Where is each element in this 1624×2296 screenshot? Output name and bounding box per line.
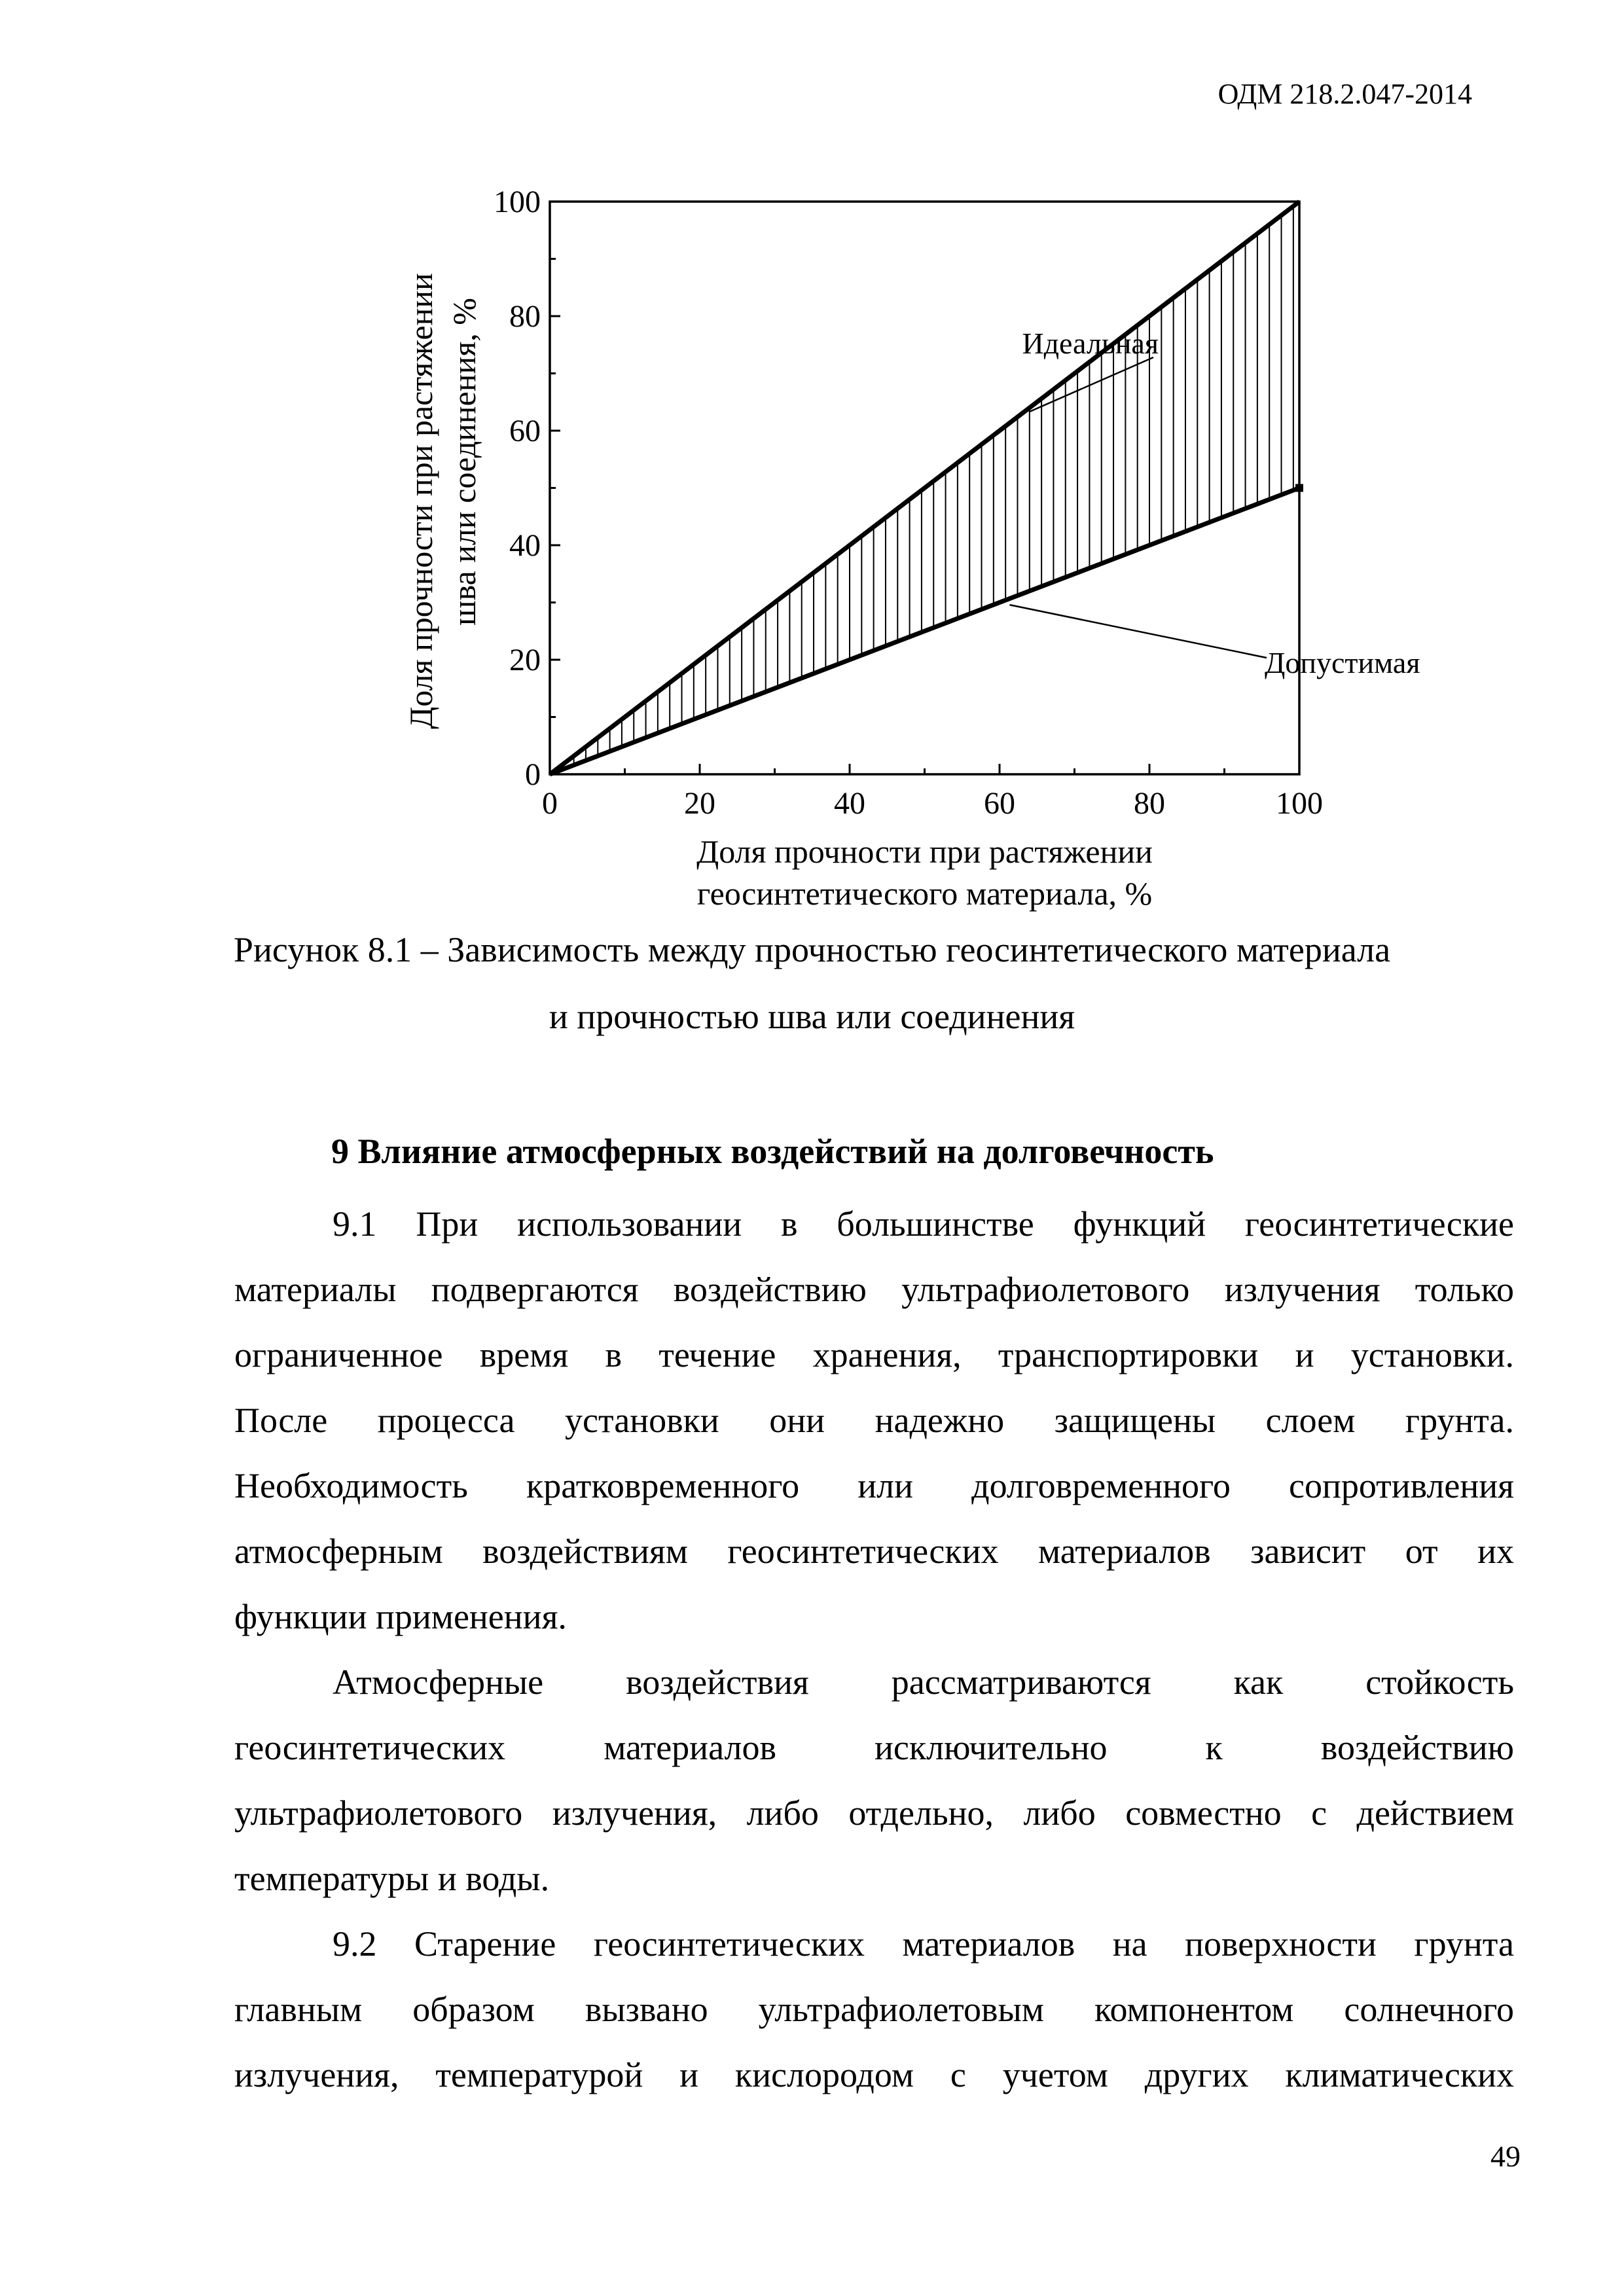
paragraph-line: После процесса установки они надежно защищены слоем грунта. bbox=[234, 1401, 1514, 1440]
paragraph-atmospheric bbox=[234, 1649, 1514, 1911]
document-code: ОДМ 218.2.047-2014 bbox=[1218, 78, 1472, 110]
series-line-allowable bbox=[550, 488, 1299, 775]
y-tick-label: 40 bbox=[509, 528, 541, 563]
x-axis-label-line1: Доля прочности при растяжении bbox=[696, 833, 1153, 870]
paragraph-line: температуры и воды. bbox=[234, 1859, 550, 1898]
x-tick-label: 20 bbox=[684, 786, 715, 821]
paragraph-line: 9.1 При использовании в большинстве функций геосинтетические bbox=[333, 1204, 1514, 1244]
x-tick-label: 100 bbox=[1276, 786, 1323, 821]
paragraph-9-1 bbox=[234, 1191, 1514, 1649]
figure-caption-line1: Рисунок 8.1 – Зависимость между прочностью геосинтетического материала bbox=[233, 930, 1391, 969]
series-end-marker bbox=[1295, 484, 1303, 492]
annotation-arrow-ideal bbox=[1030, 357, 1153, 412]
x-tick-label: 60 bbox=[984, 786, 1015, 821]
x-tick-label: 80 bbox=[1134, 786, 1165, 821]
paragraph-line: Необходимость кратковременного или долговременного сопротивления bbox=[234, 1466, 1514, 1505]
y-tick-label: 60 bbox=[509, 414, 541, 448]
paragraph-line: излучения, температурой и кислородом с учетом других климатических bbox=[234, 2055, 1514, 2094]
y-tick-label: 80 bbox=[509, 299, 541, 334]
series-line-ideal bbox=[550, 202, 1299, 774]
y-tick-label: 20 bbox=[509, 643, 541, 677]
paragraph-9-2 bbox=[234, 1911, 1514, 2108]
paragraph-line: Атмосферные воздействия рассматриваются как стойкость bbox=[333, 1662, 1514, 1702]
paragraph-line: 9.2 Старение геосинтетических материалов на поверхности грунта bbox=[333, 1924, 1514, 1964]
paragraph-line: атмосферным воздействиям геосинтетических материалов зависит от их bbox=[234, 1532, 1514, 1571]
x-axis-label-line2: геосинтетического материала, % bbox=[696, 875, 1153, 912]
annotation-ideal: Идеальная bbox=[1022, 327, 1159, 360]
y-tick-label: 0 bbox=[525, 757, 541, 792]
y-axis-label-line1: Доля прочности при растяжении bbox=[403, 273, 439, 729]
annotation-allowable: Допустимая bbox=[1265, 646, 1420, 679]
x-tick-label: 40 bbox=[834, 786, 865, 821]
y-axis-label-line2: шва или соединения, % bbox=[446, 298, 482, 626]
figure-chart bbox=[367, 177, 1420, 942]
annotation-arrow-allowable bbox=[1009, 605, 1267, 658]
paragraph-line: главным образом вызвано ультрафиолетовым компонентом солнечного bbox=[234, 1990, 1514, 2029]
figure-caption-line2: и прочностью шва или соединения bbox=[549, 997, 1075, 1036]
x-tick-label: 0 bbox=[542, 786, 558, 821]
y-tick-label: 100 bbox=[494, 185, 541, 219]
page-number: 49 bbox=[1490, 2140, 1521, 2173]
paragraph-line: функции применения. bbox=[234, 1597, 567, 1636]
paragraph-line: материалы подвергаются воздействию ультрафиолетового излучения только bbox=[234, 1270, 1514, 1309]
paragraph-line: геосинтетических материалов исключительно к воздействию bbox=[234, 1728, 1514, 1767]
section-heading: 9 Влияние атмосферных воздействий на долговечность bbox=[331, 1132, 1214, 1171]
paragraph-line: ограниченное время в течение хранения, транспортировки и установки. bbox=[234, 1335, 1514, 1374]
chart-svg bbox=[367, 177, 1420, 942]
paragraph-line: ультрафиолетового излучения, либо отдельно, либо совместно с действием bbox=[234, 1793, 1514, 1833]
